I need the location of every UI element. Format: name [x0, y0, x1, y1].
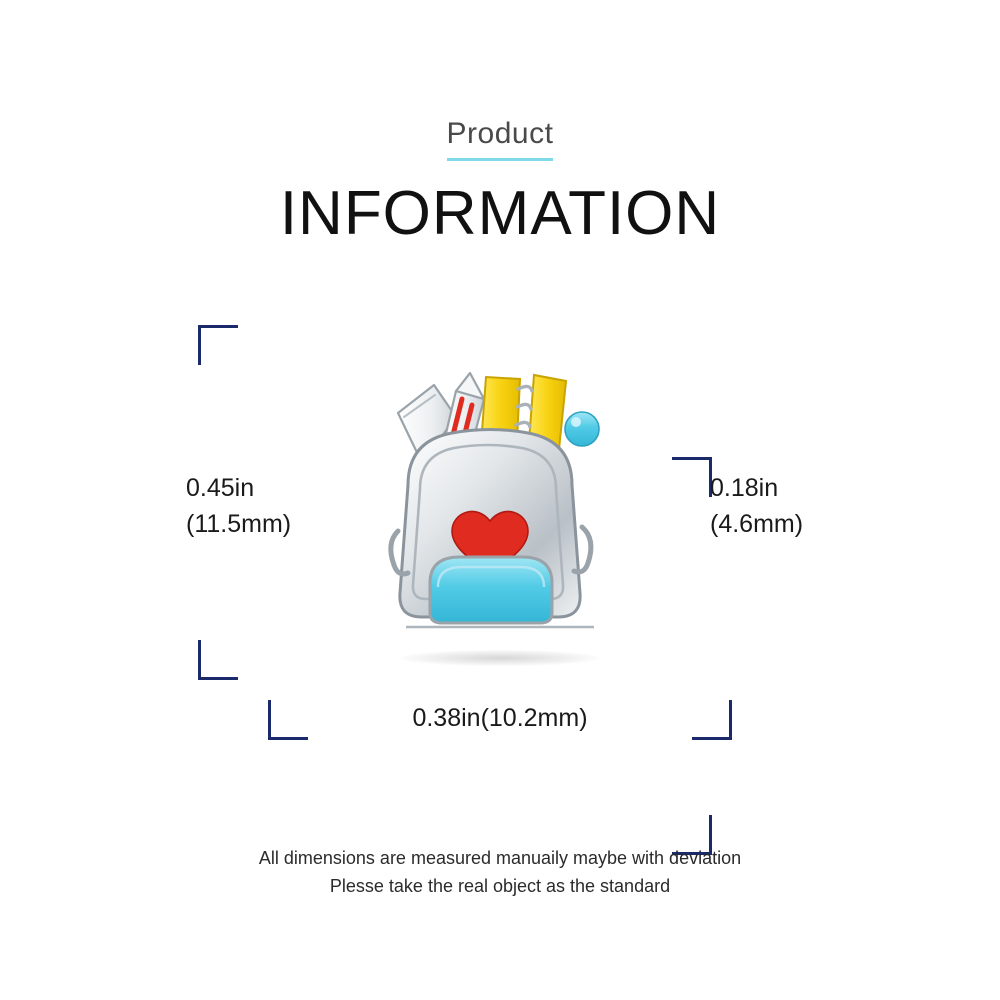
- bracket-depth-top: [672, 457, 712, 497]
- dimension-height: [186, 470, 291, 543]
- charm-bead: [565, 412, 599, 446]
- backpack-charm-icon: [360, 355, 640, 685]
- dimension-depth-inches: 0.18in: [710, 474, 779, 502]
- charm-front-pocket: [430, 557, 552, 623]
- dimension-depth-mm: (4.6mm): [710, 510, 804, 539]
- page-title: INFORMATION: [279, 178, 721, 248]
- header-kicker: Product: [447, 118, 554, 161]
- bracket-top-left: [198, 325, 238, 365]
- dimension-depth: [710, 470, 803, 543]
- product-image: [360, 355, 640, 685]
- dimension-height-mm: (11.5mm): [186, 510, 292, 539]
- dimension-width: 0.38in(10.2mm): [412, 704, 588, 732]
- bracket-bottom-left: [198, 640, 238, 680]
- footnote-line-1: All dimensions are measured manuaily maybe with deviation: [258, 848, 742, 868]
- footnote-line-2: Plesse take the real object as the standard: [329, 875, 671, 896]
- product-shadow: [400, 650, 600, 666]
- footnote: [0, 845, 1000, 901]
- product-dimension-diagram: [0, 300, 1000, 770]
- dimension-height-inches: 0.45in: [186, 474, 255, 502]
- page-header: [0, 117, 1000, 248]
